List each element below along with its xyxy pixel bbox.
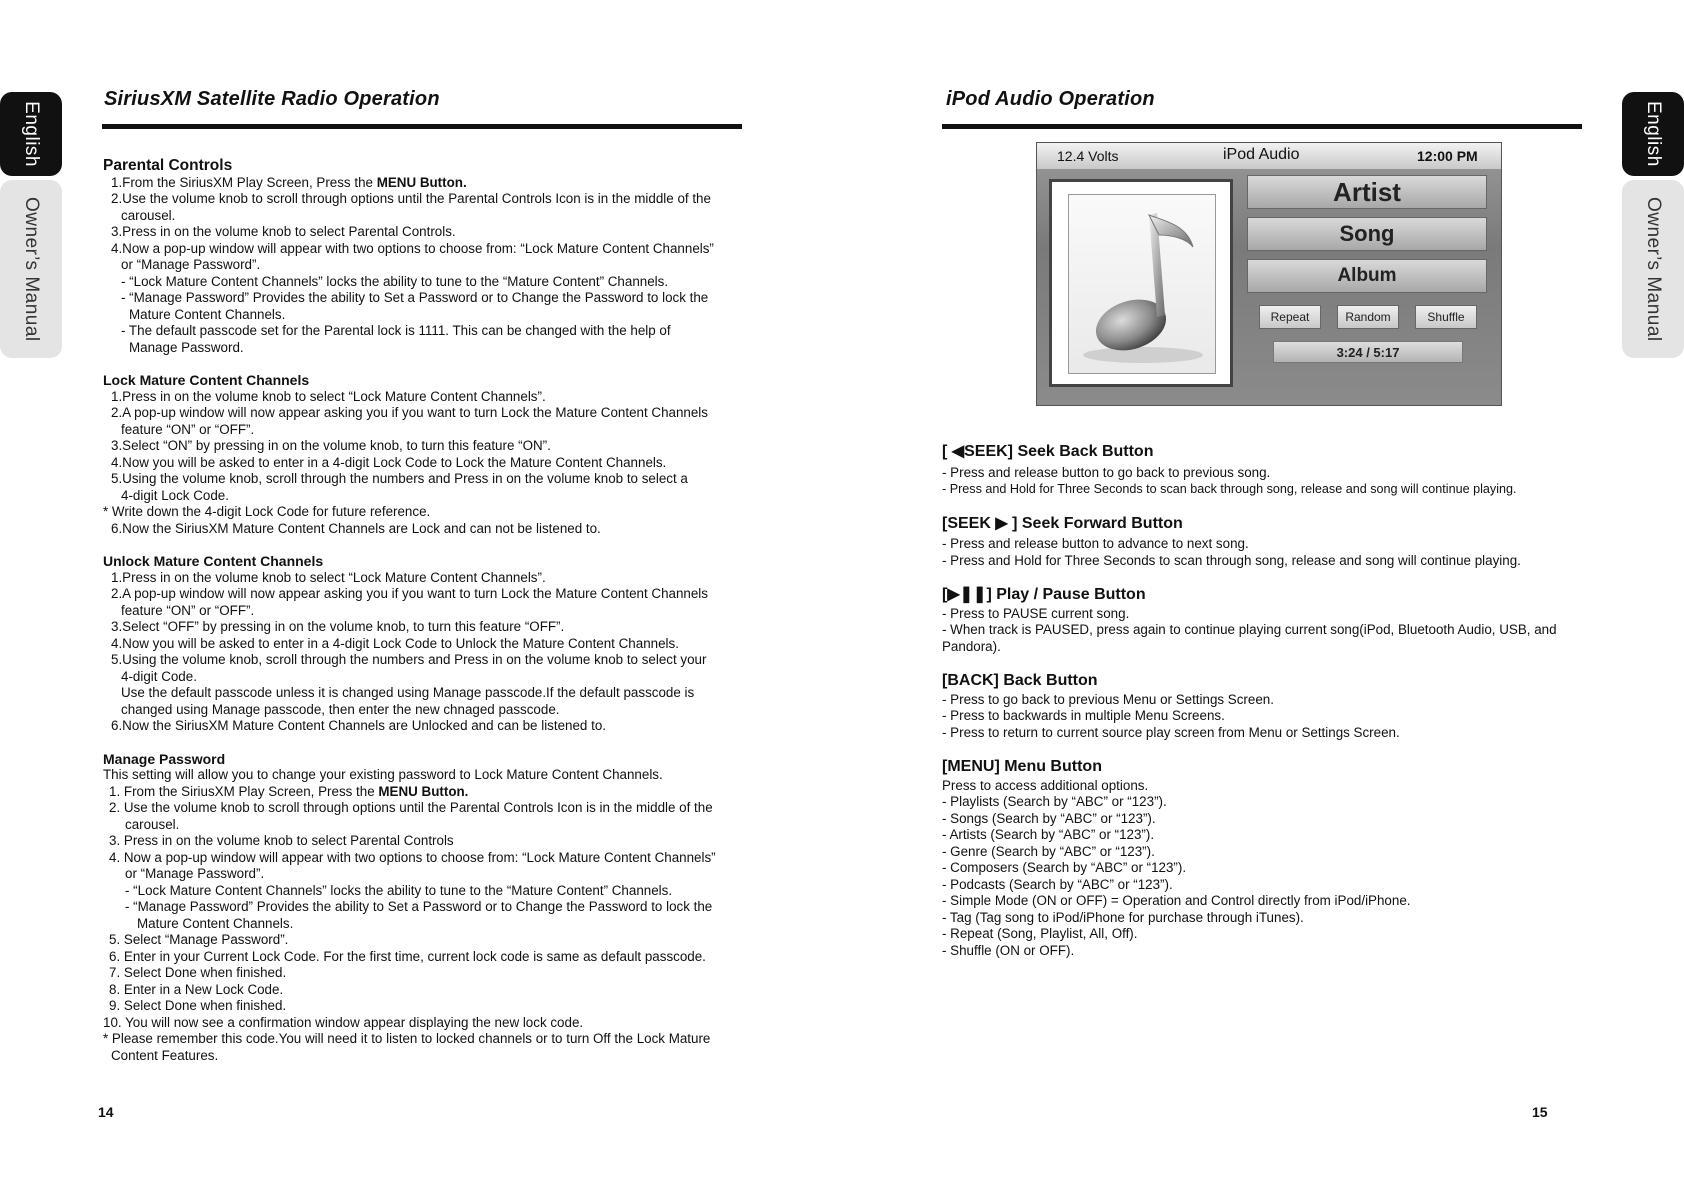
text-line: - Press to go back to previous Menu or Settings Screen. bbox=[942, 691, 1274, 707]
list-item: - Repeat (Song, Playlist, All, Off). bbox=[942, 926, 1138, 941]
section-title: Lock Mature Content Channels bbox=[103, 372, 310, 388]
list-item: 6. Enter in your Current Lock Code. For the first time, current lock code is same as default passcode. bbox=[109, 948, 706, 964]
tab-english-left bbox=[0, 92, 62, 176]
song-field: Song bbox=[1247, 217, 1487, 251]
section-back bbox=[942, 673, 1602, 741]
section-title: Parental Controls bbox=[103, 157, 233, 174]
sub-item: - “Manage Password” Provides the ability to Set a Password or to Change the Password to lock the bbox=[121, 290, 709, 305]
seek-back-icon: ◀ bbox=[951, 443, 965, 460]
list-item: 5.Using the volume knob, scroll through the numbers and Press in on the volume knob to select your bbox=[111, 652, 707, 667]
left-page-body bbox=[103, 158, 743, 1064]
seek-forward-icon: ▶ bbox=[995, 514, 1008, 532]
text-line: - When track is PAUSED, press again to continue playing current song(iPod, Bluetooth Audio, USB, and bbox=[942, 622, 1557, 637]
screen-title: iPod Audio bbox=[1223, 146, 1300, 163]
ipod-audio-screen bbox=[1036, 142, 1502, 406]
list-item: 4.Now you will be asked to enter in a 4-digit Lock Code to Unlock the Mature Content Channels. bbox=[111, 635, 679, 651]
section-play-pause bbox=[942, 587, 1602, 655]
list-item: 4.Now you will be asked to enter in a 4-digit Lock Code to Lock the Mature Content Channels. bbox=[111, 454, 667, 470]
album-field: Album bbox=[1247, 259, 1487, 293]
track-time: 3:24 / 5:17 bbox=[1273, 341, 1463, 363]
intro-text: This setting will allow you to change your existing password to Lock Mature Content Channels. bbox=[103, 767, 663, 782]
tab-owners-manual-label: Owner’s Manual bbox=[21, 196, 42, 342]
list-item-cont: 4-digit Code. bbox=[121, 668, 197, 684]
list-item: 4. Now a pop-up window will appear with two options to choose from: “Lock Mature Content Channels” bbox=[109, 849, 716, 865]
text-line: Press to access additional options. bbox=[942, 777, 1149, 793]
list-item: 5. Select “Manage Password”. bbox=[109, 932, 289, 947]
text-line: - Press and release button to go back to previous song. bbox=[942, 464, 1271, 480]
section-parental-controls bbox=[103, 158, 743, 356]
voltage-readout: 12.4 Volts bbox=[1057, 148, 1119, 164]
list-item: - Songs (Search by “ABC” or “123”). bbox=[942, 810, 1156, 826]
list-item: - Composers (Search by “ABC” or “123”). bbox=[942, 860, 1187, 875]
right-page-body bbox=[942, 444, 1602, 959]
list-item: - Podcasts (Search by “ABC” or “123”). bbox=[942, 876, 1173, 892]
status-bar bbox=[1037, 143, 1501, 169]
section-seek-back bbox=[942, 444, 1602, 498]
right-header-rule bbox=[942, 124, 1582, 129]
list-item: 6.Now the SiriusXM Mature Content Channels are Lock and can not be listened to. bbox=[111, 520, 601, 536]
list-item-cont: carousel. bbox=[121, 207, 176, 223]
album-art-inner bbox=[1068, 194, 1216, 374]
clock: 12:00 PM bbox=[1417, 148, 1478, 164]
list-item: 9. Select Done when finished. bbox=[109, 998, 287, 1013]
sub-item-cont: Mature Content Channels. bbox=[137, 915, 294, 931]
text-line: Pandora). bbox=[942, 638, 1001, 654]
artist-field: Artist bbox=[1247, 175, 1487, 209]
list-item: - Simple Mode (ON or OFF) = Operation and Control directly from iPod/iPhone. bbox=[942, 893, 1411, 908]
list-item: 3.Select “ON” by pressing in on the volume knob, to turn this feature “ON”. bbox=[111, 438, 551, 453]
list-item: 1. From the SiriusXM Play Screen, Press the MENU Button. bbox=[109, 783, 469, 799]
note-cont: Content Features. bbox=[111, 1047, 219, 1063]
list-item: 7. Select Done when finished. bbox=[109, 965, 287, 980]
list-item: 5.Using the volume knob, scroll through the numbers and Press in on the volume knob to select a bbox=[111, 471, 688, 486]
list-item: - Genre (Search by “ABC” or “123”). bbox=[942, 843, 1155, 859]
list-item: 1.From the SiriusXM Play Screen, Press the MENU Button. bbox=[111, 174, 467, 190]
list-item-cont: 4-digit Lock Code. bbox=[121, 487, 229, 503]
list-item: 2.Use the volume knob to scroll through options until the Parental Controls Icon is in the middle of the bbox=[111, 191, 711, 206]
text-line: - Press to return to current source play screen from Menu or Settings Screen. bbox=[942, 724, 1400, 740]
section-lock-channels bbox=[103, 372, 743, 537]
list-item-cont: feature “ON” or “OFF”. bbox=[121, 602, 255, 618]
tab-english-label: English bbox=[1643, 101, 1664, 167]
list-item: 8. Enter in a New Lock Code. bbox=[109, 981, 284, 997]
music-note-icon bbox=[1069, 195, 1215, 373]
sub-item: - “Lock Mature Content Channels” locks the ability to tune to the “Mature Content” Channels. bbox=[121, 273, 669, 289]
section-seek-forward bbox=[942, 516, 1602, 570]
list-item: - Shuffle (ON or OFF). bbox=[942, 942, 1075, 958]
tab-english-right bbox=[1622, 92, 1684, 176]
shuffle-button[interactable]: Shuffle bbox=[1415, 305, 1477, 329]
section-unlock-channels bbox=[103, 553, 743, 735]
tab-english-label: English bbox=[21, 101, 42, 167]
section-title: [MENU] Menu Button bbox=[942, 758, 1102, 775]
section-menu bbox=[942, 759, 1602, 959]
left-page-number: 14 bbox=[98, 1104, 114, 1120]
right-page-title: iPod Audio Operation bbox=[946, 88, 1155, 110]
list-item: 2.A pop-up window will now appear asking you if you want to turn Lock the Mature Content Channels bbox=[111, 586, 708, 601]
sub-item-cont: Mature Content Channels. bbox=[129, 306, 286, 322]
album-art bbox=[1049, 179, 1233, 387]
left-page-title: SiriusXM Satellite Radio Operation bbox=[104, 88, 440, 110]
tab-owners-manual-label: Owner’s Manual bbox=[1643, 196, 1664, 342]
list-item: 3.Press in on the volume knob to select Parental Controls. bbox=[111, 224, 456, 239]
section-title: Unlock Mature Content Channels bbox=[103, 553, 324, 569]
play-pause-icon: ▶❚❚ bbox=[947, 586, 987, 603]
list-item-cont: or “Manage Password”. bbox=[121, 257, 261, 272]
list-item: - Playlists (Search by “ABC” or “123”). bbox=[942, 794, 1167, 809]
sub-item-cont: Manage Password. bbox=[129, 339, 244, 355]
list-item: 10. You will now see a confirmation window appear displaying the new lock code. bbox=[103, 1014, 584, 1030]
section-title: [SEEK ▶ ] Seek Forward Button bbox=[942, 514, 1183, 532]
list-item: 1.Press in on the volume knob to select “Lock Mature Content Channels”. bbox=[111, 569, 546, 585]
section-manage-password bbox=[103, 751, 743, 1065]
repeat-button[interactable]: Repeat bbox=[1259, 305, 1321, 329]
list-item: 2.A pop-up window will now appear asking you if you want to turn Lock the Mature Content Channels bbox=[111, 405, 708, 420]
list-item: 3. Press in on the volume knob to select Parental Controls bbox=[109, 833, 454, 848]
list-item: 2. Use the volume knob to scroll through options until the Parental Controls Icon is in the middle of the bbox=[109, 800, 713, 815]
sub-item: - The default passcode set for the Parental lock is 1111. This can be changed with the help of bbox=[121, 323, 671, 338]
list-item: 6.Now the SiriusXM Mature Content Channels are Unlocked and can be listened to. bbox=[111, 718, 606, 733]
text-line: - Press and Hold for Three Seconds to scan through song, release and song will continue playing. bbox=[942, 552, 1521, 568]
tab-owners-manual-left bbox=[0, 180, 62, 358]
note: * Please remember this code.You will need it to listen to locked channels or to turn Off the Lock Mature bbox=[103, 1031, 711, 1046]
list-item: - Artists (Search by “ABC” or “123”). bbox=[942, 827, 1155, 842]
list-item: 4.Now a pop-up window will appear with two options to choose from: “Lock Mature Content Channels” bbox=[111, 240, 714, 256]
list-item: 3.Select “OFF” by pressing in on the volume knob, to turn this feature “OFF”. bbox=[111, 619, 565, 634]
list-item: - Tag (Tag song to iPod/iPhone for purchase through iTunes). bbox=[942, 909, 1304, 925]
list-item-cont: Use the default passcode unless it is changed using Manage passcode.If the default passcode is bbox=[121, 685, 695, 700]
random-button[interactable]: Random bbox=[1337, 305, 1399, 329]
section-title: [▶❚❚] Play / Pause Button bbox=[942, 586, 1146, 603]
sub-item: - “Manage Password” Provides the ability to Set a Password or to Change the Password to lock the bbox=[125, 899, 713, 914]
section-title: [BACK] Back Button bbox=[942, 672, 1098, 689]
left-header-rule bbox=[102, 124, 742, 129]
list-item: 1.Press in on the volume knob to select “Lock Mature Content Channels”. bbox=[111, 388, 546, 404]
text-line: - Press to backwards in multiple Menu Screens. bbox=[942, 708, 1225, 723]
text-line: - Press and Hold for Three Seconds to scan back through song, release and song will continue playing. bbox=[942, 482, 1517, 496]
tab-owners-manual-right bbox=[1622, 180, 1684, 358]
list-item-cont: changed using Manage passcode, then enter the new chnaged passcode. bbox=[121, 701, 560, 717]
section-title: Manage Password bbox=[103, 750, 226, 767]
text-line: - Press and release button to advance to next song. bbox=[942, 536, 1249, 551]
right-page-number: 15 bbox=[1532, 1104, 1548, 1120]
text-line: - Press to PAUSE current song. bbox=[942, 605, 1130, 621]
note: * Write down the 4-digit Lock Code for future reference. bbox=[103, 504, 431, 519]
sub-item: - “Lock Mature Content Channels” locks the ability to tune to the “Mature Content” Channels. bbox=[125, 882, 673, 898]
list-item-cont: feature “ON” or “OFF”. bbox=[121, 421, 255, 437]
section-title: [ ◀SEEK] Seek Back Button bbox=[942, 443, 1154, 460]
list-item-cont: or “Manage Password”. bbox=[125, 866, 265, 881]
list-item-cont: carousel. bbox=[125, 816, 180, 832]
